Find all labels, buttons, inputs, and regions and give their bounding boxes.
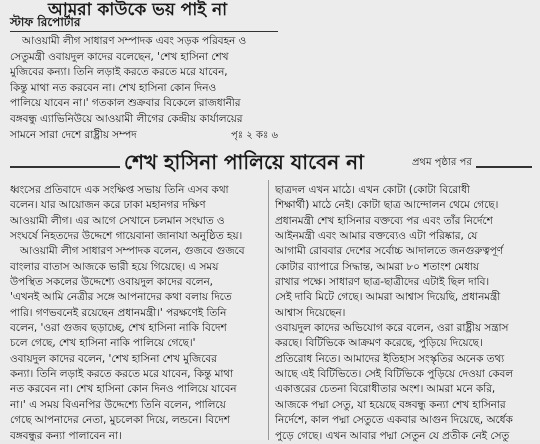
text-line: পারি। গণভবনেই রয়েছেন প্রধানমন্ত্রী।' পরক্ষণেই তিনি [10, 306, 227, 319]
text-line: নত করবেন না। শেখ হাসিনা কোন দিনও পালিয়ে যাবেন [10, 383, 237, 396]
page-reference: পৃঃ ২ কঃ ৬ [231, 129, 278, 141]
text-line: বাংলার বাতাস আজকে ভারী হয়ে গিয়েছে। এ সময় [10, 260, 219, 273]
text-line: আশ্বাস দিয়েছেন। [275, 306, 346, 319]
headline-rule-left [10, 166, 120, 168]
byline: স্টাফ রিপোর্টার [10, 15, 81, 29]
top-story-body [10, 34, 278, 143]
text-line: পুড়ে গেছে। এখন আবার পদ্মা সেতুন যে প্রতীক নেই সেতু [275, 429, 510, 442]
text-line: প্রধানমন্ত্রী শেখ হাসিনার বক্তব্যে পর এবং তাঁর নির্দেশে [275, 214, 493, 227]
text-line: ছাত্রদল এখন মাঠে। এখন কোটা (কোটা বিরোধী [275, 184, 470, 196]
text-line: ওবায়দুল কাদের বলেন, 'শেখ হাসিনা শেখ মুজিবের [10, 352, 217, 365]
text-line: বলেন। যার আয়োজন করে ঢাকা মহানগর দক্ষিণ [10, 199, 206, 212]
text-line: আজকে পদ্মা সেতু, যা হয়েছে বঙ্গবন্ধু কন্যা শেখ হাসিনার [275, 398, 506, 411]
left-column [10, 183, 266, 444]
text-line: কোটার ব্যাপারে সিদ্ধান্ত, আমরা ৮০ শতাংশ মেধায় [275, 260, 480, 273]
text-line: চলে গেছে, শেখ হাসিনা নাকি পালিয়ে গেছে।' [10, 337, 196, 350]
text-line: উপস্থিত সকলের উদ্দেশ্যে ওবায়দুল কাদের বলেন, [10, 276, 213, 289]
text-line: নির্দেশে, কাল পদ্মা সেতুতে একবার আগুন দিয়েছে, অর্ধেক [275, 414, 513, 427]
headline-rule-right [476, 166, 532, 168]
text-line: না।' এ সময় বিএনপির উদ্দেশ্যে তিনি বলেন, পালিয়ে [10, 398, 226, 411]
text-line: আওয়ামী লীগ। এর আগে সেখানে চলমান সংঘাত ও [10, 214, 225, 227]
text-line: করছে। বিটিভিকে আক্রমণ করেছে, পুড়িয়ে দিয়েছে। [275, 337, 483, 350]
text-line: আইনমন্ত্রী এবং আমার বক্তব্যেও এটা পরিষ্কার, যে [275, 230, 478, 243]
text-line: ওবায়দুল কাদের অভিযোগ করে বলেন, ওরা রাষ্ট্রীয় সন্ত্রাস [275, 322, 509, 335]
text-line: আগামী রোববার দেশের সর্বোচ্চ আদালতে জনগুরুত্বপূর্ণ [275, 245, 504, 258]
top-story-headline: আমরা কাউকে ভয় পাই না [48, 0, 228, 20]
text-line: সংঘর্ষে নিহতদের উদ্দেশে গায়েবানা জানাযা অনুষ্ঠিত হয়। [10, 230, 243, 243]
text-line: ধ্বংসের প্রতিবাদে এক সংক্ষিপ্ত সভায় তিনি এসব কথা [10, 184, 229, 196]
text-line: প্রতিরোধ নিতে। আমাদের ইতিহাস সংস্কৃতির অনেক তথ্য [275, 352, 505, 365]
byline-rule [10, 31, 278, 32]
continued-note: প্রথম পৃষ্ঠার পর [412, 157, 472, 168]
text-line: বলেন, 'ওরা গুজব ছড়াচ্ছে, শেখ হাসিনা নাকি বিদেশ [10, 322, 227, 335]
text-line: একাত্তরের চেতনা বিরোধীতার অংশ। আমরা মনে করি, [275, 383, 496, 396]
text-line: সামনে সারা দেশে রাষ্ট্রীয় সম্পদ [10, 128, 137, 141]
text-line: কন্যা। তিনি লড়াই করতে করতে মরে যাবেন, কিন্তু মাথা [10, 368, 234, 381]
text-line: সেই দাবি মিটে গেছে। আমরা আশ্বাস দিয়েছি, প্রধানমন্ত্রী [275, 291, 501, 304]
text-line: রাখার পক্ষে। সাধারণ ছাত্র-ছাত্রীদের এটাই ছিল দাবি। [275, 276, 490, 289]
text-line: শিক্ষার্থী) মাঠে নেই। কোটা ছাত্র আন্দোলন থেমে গেছে। [275, 199, 499, 212]
text-line: পালিয়ে যাবেন না।' গতকাল শুক্রবার বিকেলে রাজধানীর [10, 97, 241, 110]
text-line: আওয়ামী লীগ সাধারণ সম্পাদক বলেন, গুজবে গুজবে [20, 245, 245, 258]
text-line: কিন্তু মাথা নত করবেন না। শেখ হাসিনা কোন দিনও [10, 81, 217, 94]
text-line: বঙ্গবন্ধু এ্যাভিনিউয়ে আওয়ামী লীগের কেন্দ্রীয় কার্যালয়ের [10, 112, 243, 125]
last-line-row [10, 128, 278, 144]
continued-headline: শেখ হাসিনা পালিয়ে যাবেন না [124, 150, 364, 174]
text-line: আওয়ামী লীগ সাধারণ সম্পাদক এবং সড়ক পরিবহন ও [22, 35, 247, 47]
right-column [275, 183, 533, 444]
text-line: 'এখনই আমি নেত্রীর সঙ্গে আপনাদের কথা বলায় দিতে [10, 291, 232, 304]
column-divider [268, 180, 269, 440]
text-line: আছে এই বিটিভিতে। সেই বিটিভিকে পুড়িয়ে দেওয়া কেবল [275, 368, 514, 381]
text-line: সেতুমন্ত্রী ওবায়দুল কাদের বলেছেন, 'শেখ হাসিনা শেখ [10, 50, 229, 63]
text-line: বঙ্গবন্ধুর কন্যা পালাবেন না। [10, 429, 122, 442]
text-line: মুজিবের কন্যা। তিনি লড়াই করতে করতে মরে যাবেন, [10, 66, 228, 79]
text-line: গেছে আপনাদের নেতা, মুচলেকা দিয়ে, লন্ডনে। বিদেশ [10, 414, 230, 427]
